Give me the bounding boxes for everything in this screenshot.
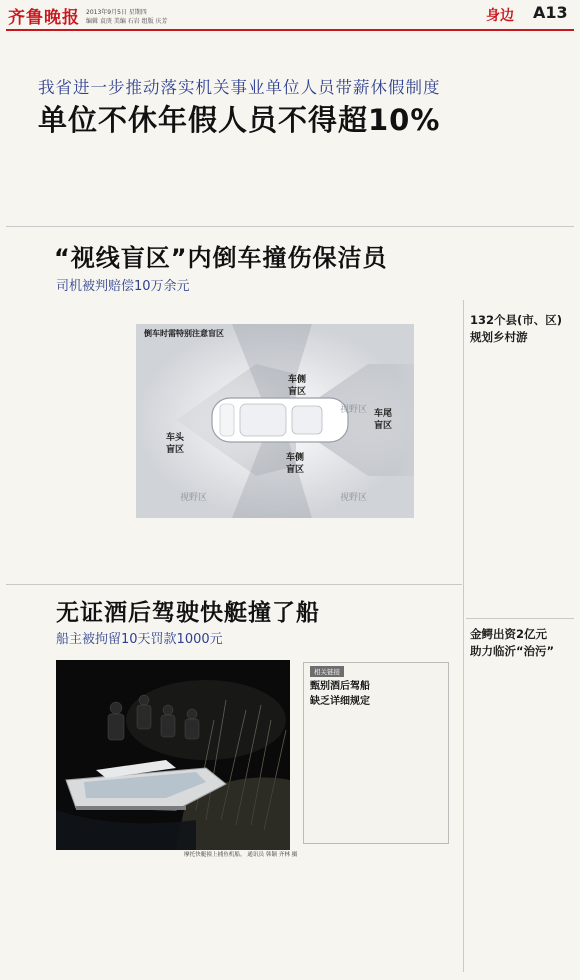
story3-subhead: 船主被拘留10天罚款1000元 [56, 632, 223, 647]
story3-headline: 无证酒后驾驶快艇撞了船 [56, 600, 320, 626]
story4-body [470, 664, 574, 974]
sidebar-headline-line1: 132个县(市、区) [470, 313, 563, 327]
story4-headline [470, 626, 554, 660]
sidebar-divider [466, 618, 574, 619]
page-number: A13 [533, 3, 568, 22]
issue-date: 2013年9月5日 星期四 [86, 9, 147, 16]
label-view-zone-right: 视野区 [340, 405, 368, 415]
night-photo [56, 660, 290, 850]
boat-collision-photo [56, 660, 290, 850]
story1-column-1 [52, 148, 116, 220]
blind-spot-illustration [136, 324, 414, 518]
commentary-headline [310, 679, 370, 709]
story1-column-2 [121, 148, 185, 220]
story3-column-1 [56, 862, 114, 972]
label-side-blind-top: 车侧盲区 [288, 375, 307, 397]
masthead [0, 0, 580, 30]
commentary-headline-line2: 缺乏详细规定 [310, 696, 370, 707]
diagram-note-top-right [290, 330, 410, 352]
story4-headline-line2: 助力临沂“治污” [470, 644, 555, 658]
column-divider [463, 300, 464, 972]
story2-body [56, 326, 132, 576]
story3-column-4 [303, 848, 449, 974]
story4-headline-line1: 金鳄出资2亿元 [470, 627, 548, 641]
diagram-note-left [146, 368, 232, 396]
commentary-tag: 相关链接 [310, 666, 344, 677]
section-divider [6, 584, 462, 585]
story1-kicker: 我省进一步推动落实机关事业单位人员带薪休假制度 [38, 78, 441, 97]
story2-body-extra [136, 540, 256, 580]
story3-column-3 [196, 862, 290, 972]
story3-column-2 [120, 862, 190, 972]
label-head-blind: 车头盲区 [166, 433, 185, 455]
story1-headline: 单位不休年假人员不得超10% [38, 103, 441, 137]
photo-caption: 摩托快艇撞上捕鱼机船。 通讯员 韩颖 齐林 摄 [184, 852, 298, 858]
blind-spot-diagram [136, 324, 414, 518]
sidebar-headline-line2: 规划乡村游 [470, 330, 528, 344]
story1-column-6 [397, 148, 461, 220]
sidebar-headline [470, 312, 562, 346]
story1-column-5 [328, 148, 392, 220]
newspaper-logo: 齐鲁晚报 [8, 8, 80, 28]
sidebar-body [470, 350, 574, 614]
diagram-caption [178, 518, 418, 534]
story2-subhead: 司机被判赔偿10万余元 [56, 279, 190, 294]
story1-column-4 [259, 148, 323, 220]
label-side-blind-bottom: 车侧盲区 [286, 453, 305, 475]
commentary-body [310, 714, 444, 840]
label-view-zone-left: 视野区 [180, 493, 208, 503]
commentary-headline-line1: 甄别酒后驾船 [310, 681, 370, 692]
section-name: 身边 [486, 8, 514, 24]
staff-credits: 编辑 袁庚 美编 石岩 组版 庆芳 [86, 18, 168, 25]
label-view-zone-bottom: 视野区 [340, 493, 368, 503]
label-tail-blind: 车尾盲区 [374, 409, 393, 431]
section-divider [6, 226, 574, 227]
story1-column-3 [190, 148, 254, 220]
diagram-title: 倒车时需特别注意盲区 [144, 329, 224, 338]
story2-headline: “视线盲区”内倒车撞伤保洁员 [54, 244, 388, 272]
masthead-rule [6, 29, 574, 31]
car-top-view [212, 398, 348, 442]
